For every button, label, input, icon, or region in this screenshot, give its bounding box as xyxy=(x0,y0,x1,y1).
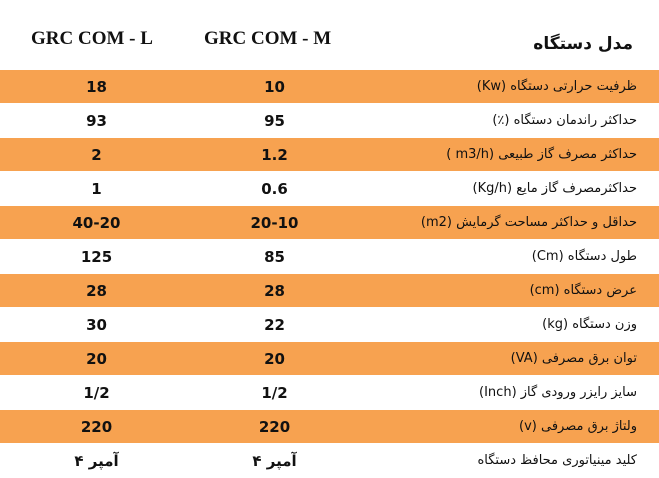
value-grc-com-l: 93 xyxy=(86,111,107,130)
table-row xyxy=(0,172,659,206)
spec-label: سایز رایزر ورودی گاز (Inch) xyxy=(479,385,637,400)
spec-label: وزن دستگاه (kg) xyxy=(542,317,637,332)
value-grc-com-l: 1 xyxy=(91,179,102,198)
table-row xyxy=(0,308,659,342)
table-row xyxy=(0,240,659,274)
value-grc-com-l: 220 xyxy=(80,417,113,436)
value-grc-com-m: 10 xyxy=(264,77,285,96)
table-row xyxy=(0,206,659,240)
table-row xyxy=(0,70,659,104)
spec-label: حداکثرمصرف گاز مایع (Kg/h) xyxy=(472,181,637,196)
value-grc-com-l: 40-20 xyxy=(72,213,121,232)
value-grc-com-m: 28 xyxy=(264,281,285,300)
value-grc-com-m: 220 xyxy=(258,417,291,436)
spec-label: عرض دستگاه (cm) xyxy=(529,283,637,298)
value-grc-com-l: 1/2 xyxy=(83,383,110,402)
spec-table xyxy=(0,70,659,478)
spec-label: حداکثر مصرف گاز طبیعی (m3/h ) xyxy=(446,147,637,162)
value-grc-com-m: 85 xyxy=(264,247,285,266)
value-grc-com-l: 18 xyxy=(86,77,107,96)
table-row xyxy=(0,410,659,444)
value-grc-com-l: 125 xyxy=(80,247,113,266)
column-header-grc-com-m: GRC COM - M xyxy=(204,28,332,49)
value-grc-com-l: 20 xyxy=(86,349,107,368)
table-row xyxy=(0,138,659,172)
table-header xyxy=(0,0,659,68)
value-grc-com-l: 30 xyxy=(86,315,107,334)
column-header-model: مدل دستگاه xyxy=(533,34,633,54)
value-grc-com-l: ۴ آمپر xyxy=(74,451,119,470)
table-row xyxy=(0,274,659,308)
spec-label: ولتاژ برق مصرفی (v) xyxy=(519,419,637,434)
value-grc-com-m: 95 xyxy=(264,111,285,130)
value-grc-com-m: 20 xyxy=(264,349,285,368)
spec-label: کلید مینیاتوری محافظ دستگاه xyxy=(477,453,637,468)
table-row xyxy=(0,376,659,410)
value-grc-com-m: 20-10 xyxy=(250,213,299,232)
table-row xyxy=(0,342,659,376)
value-grc-com-m: 1.2 xyxy=(261,145,288,164)
spec-label: ظرفیت حرارتی دستگاه (Kw) xyxy=(476,79,637,94)
value-grc-com-m: ۴ آمپر xyxy=(252,451,297,470)
value-grc-com-m: 22 xyxy=(264,315,285,334)
spec-label: توان برق مصرفی (VA) xyxy=(510,351,637,366)
value-grc-com-m: 1/2 xyxy=(261,383,288,402)
table-row xyxy=(0,444,659,478)
value-grc-com-l: 2 xyxy=(91,145,102,164)
spec-label: حداقل و حداکثر مساحت گرمایش (m2) xyxy=(420,215,637,230)
column-header-grc-com-l: GRC COM - L xyxy=(31,28,153,49)
spec-label: طول دستگاه (Cm) xyxy=(531,249,637,264)
table-row xyxy=(0,104,659,138)
value-grc-com-m: 0.6 xyxy=(261,179,288,198)
spec-label: حداکثر راندمان دستگاه (٪) xyxy=(492,113,637,128)
value-grc-com-l: 28 xyxy=(86,281,107,300)
